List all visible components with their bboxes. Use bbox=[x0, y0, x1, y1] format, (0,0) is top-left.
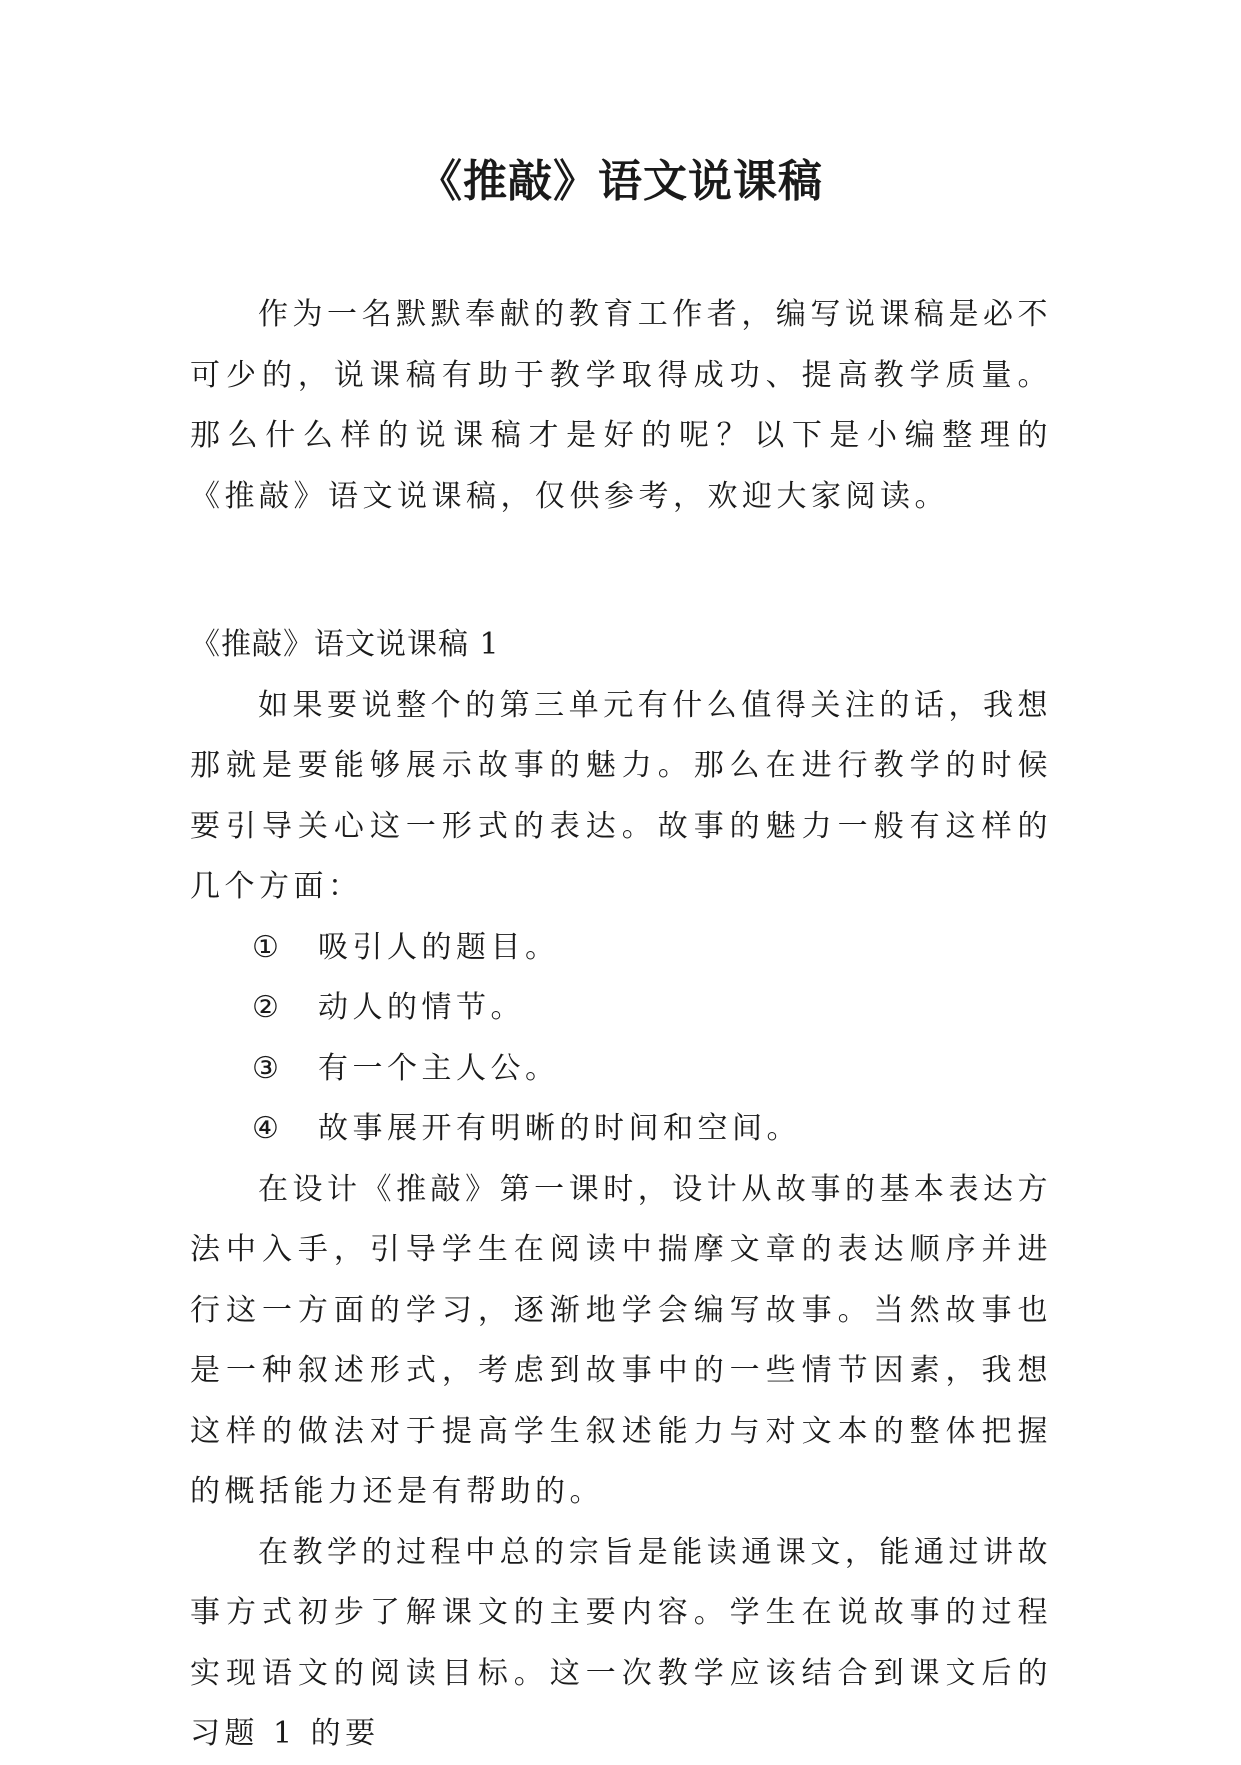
list-item-text: 动人的情节。 bbox=[318, 990, 525, 1025]
list-item bbox=[190, 1099, 1052, 1160]
paragraph-1: 如果要说整个的第三单元有什么值得关注的话，我想那就是要能够展示故事的魅力。那么在进行教学的时候要引导关心这一形式的表达。故事的魅力一般有这样的几个方面： bbox=[190, 687, 1052, 904]
list-marker: ④ bbox=[252, 1111, 279, 1146]
list-item bbox=[190, 1039, 1052, 1100]
list-marker: ① bbox=[252, 929, 279, 965]
section-gap bbox=[190, 527, 1052, 615]
section-heading: 《推敲》语文说课稿 1 bbox=[190, 627, 500, 662]
list-item bbox=[190, 978, 1052, 1039]
list-item-text: 故事展开有明晰的时间和空间。 bbox=[318, 1111, 801, 1146]
list-item bbox=[190, 918, 1052, 979]
document-body bbox=[190, 285, 1052, 1765]
intro-paragraph: 作为一名默默奉献的教育工作者，编写说课稿是必不可少的，说课稿有助于教学取得成功、提高教学质量。那么什么样的说课稿才是好的呢？以下是小编整理的《推敲》语文说课稿，仅供参考，欢迎大家阅读。 bbox=[190, 297, 1052, 514]
paragraph-2: 在设计《推敲》第一课时，设计从故事的基本表达方法中入手，引导学生在阅读中揣摩文章的表达顺序并进行这一方面的学习，逐渐地学会编写故事。当然故事也是一种叙述形式，考虑到故事中的一些情节因素，我想这样的做法对于提高学生叙述能力与对文本的整体把握的概括能力还是有帮助的。 bbox=[190, 1171, 1052, 1509]
list-item-text: 有一个主人公。 bbox=[318, 1050, 560, 1086]
list-marker: ③ bbox=[252, 1050, 279, 1086]
document-title: 《推敲》语文说课稿 bbox=[418, 156, 823, 207]
list-item-text: 吸引人的题目。 bbox=[318, 929, 560, 965]
list-marker: ② bbox=[252, 990, 279, 1025]
paragraph-3: 在教学的过程中总的宗旨是能读通课文，能通过讲故事方式初步了解课文的主要内容。学生在说故事的过程实现语文的阅读目标。这一次教学应该结合到课文后的习题 1 的要 bbox=[190, 1534, 1052, 1751]
